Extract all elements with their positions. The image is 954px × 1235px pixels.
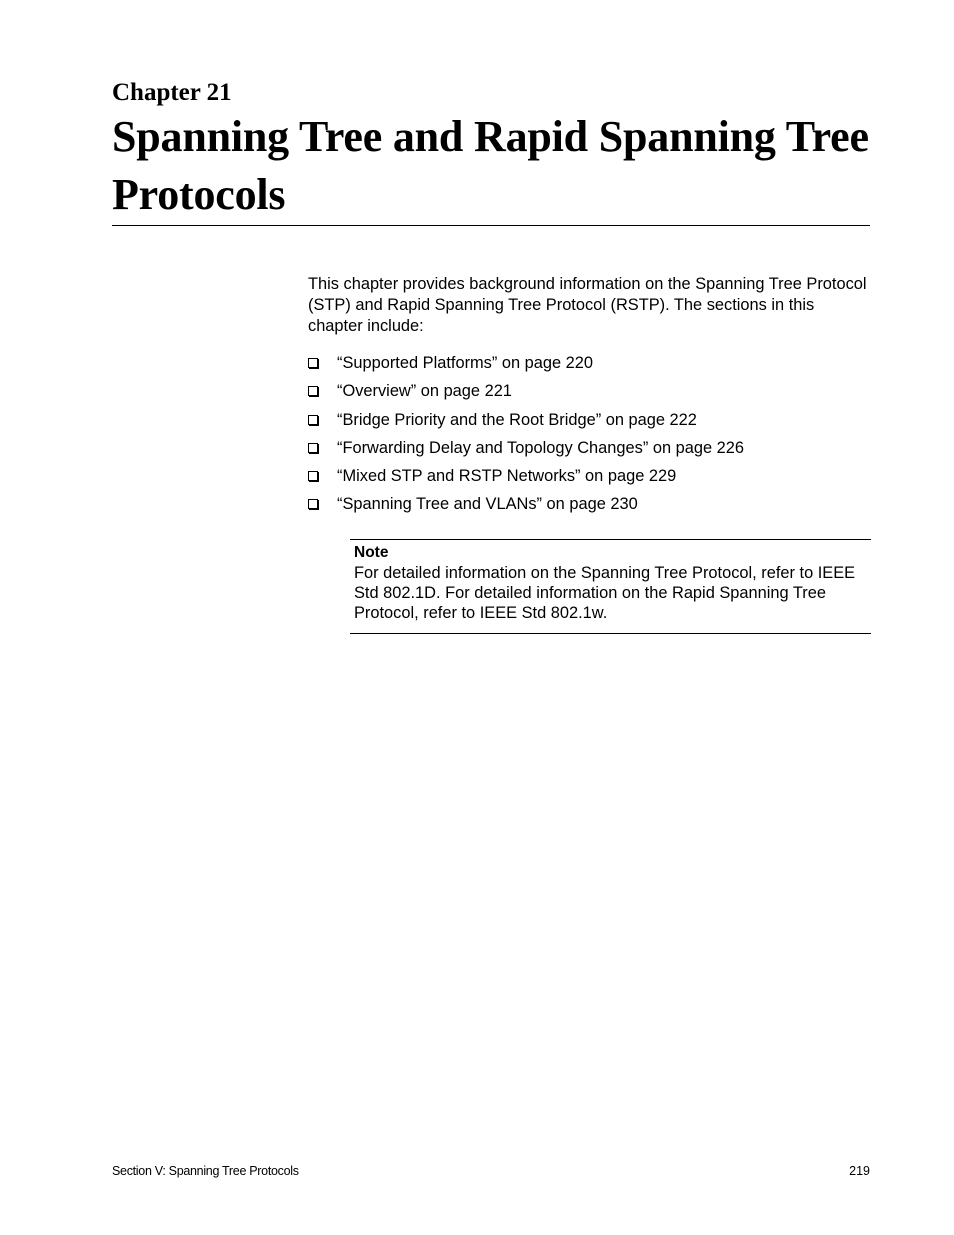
- footer-page-number: 219: [849, 1164, 870, 1178]
- section-link[interactable]: “Spanning Tree and VLANs” on page 230: [337, 495, 638, 514]
- square-bullet-icon: [308, 415, 318, 425]
- chapter-title: Spanning Tree and Rapid Spanning Tree Protocols: [112, 112, 869, 219]
- section-list-item[interactable]: [308, 493, 744, 521]
- section-list-item[interactable]: [308, 465, 744, 493]
- note-box: [350, 539, 871, 634]
- section-list-item[interactable]: [308, 409, 744, 437]
- section-link[interactable]: “Bridge Priority and the Root Bridge” on page 222: [337, 410, 697, 429]
- intro-paragraph: This chapter provides background information on the Spanning Tree Protocol (STP) and Rapid Spanning Tree Protocol (RSTP). The sections in this chapter include:: [308, 275, 867, 335]
- section-list: [308, 352, 744, 522]
- square-bullet-icon: [308, 471, 318, 481]
- note-text: For detailed information on the Spanning Tree Protocol, refer to IEEE Std 802.1D. For detailed information on the Rapid Spanning Tree Protocol, refer to IEEE Std 802.1w.: [354, 564, 856, 622]
- square-bullet-icon: [308, 443, 318, 453]
- section-link[interactable]: “Mixed STP and RSTP Networks” on page 229: [337, 467, 677, 486]
- section-link[interactable]: “Overview” on page 221: [337, 382, 512, 401]
- section-link[interactable]: “Supported Platforms” on page 220: [337, 354, 594, 372]
- footer-section-title: Section V: Spanning Tree Protocols: [112, 1164, 299, 1178]
- square-bullet-icon: [308, 499, 318, 509]
- section-list-item[interactable]: [308, 352, 744, 380]
- section-list-item[interactable]: [308, 437, 744, 465]
- square-bullet-icon: [308, 386, 318, 396]
- note-heading: Note: [354, 544, 389, 561]
- section-list-item[interactable]: [308, 380, 744, 408]
- chapter-label: Chapter 21: [112, 79, 232, 106]
- section-link[interactable]: “Forwarding Delay and Topology Changes” on page 226: [337, 438, 744, 457]
- square-bullet-icon: [308, 358, 318, 368]
- title-divider: [112, 225, 870, 226]
